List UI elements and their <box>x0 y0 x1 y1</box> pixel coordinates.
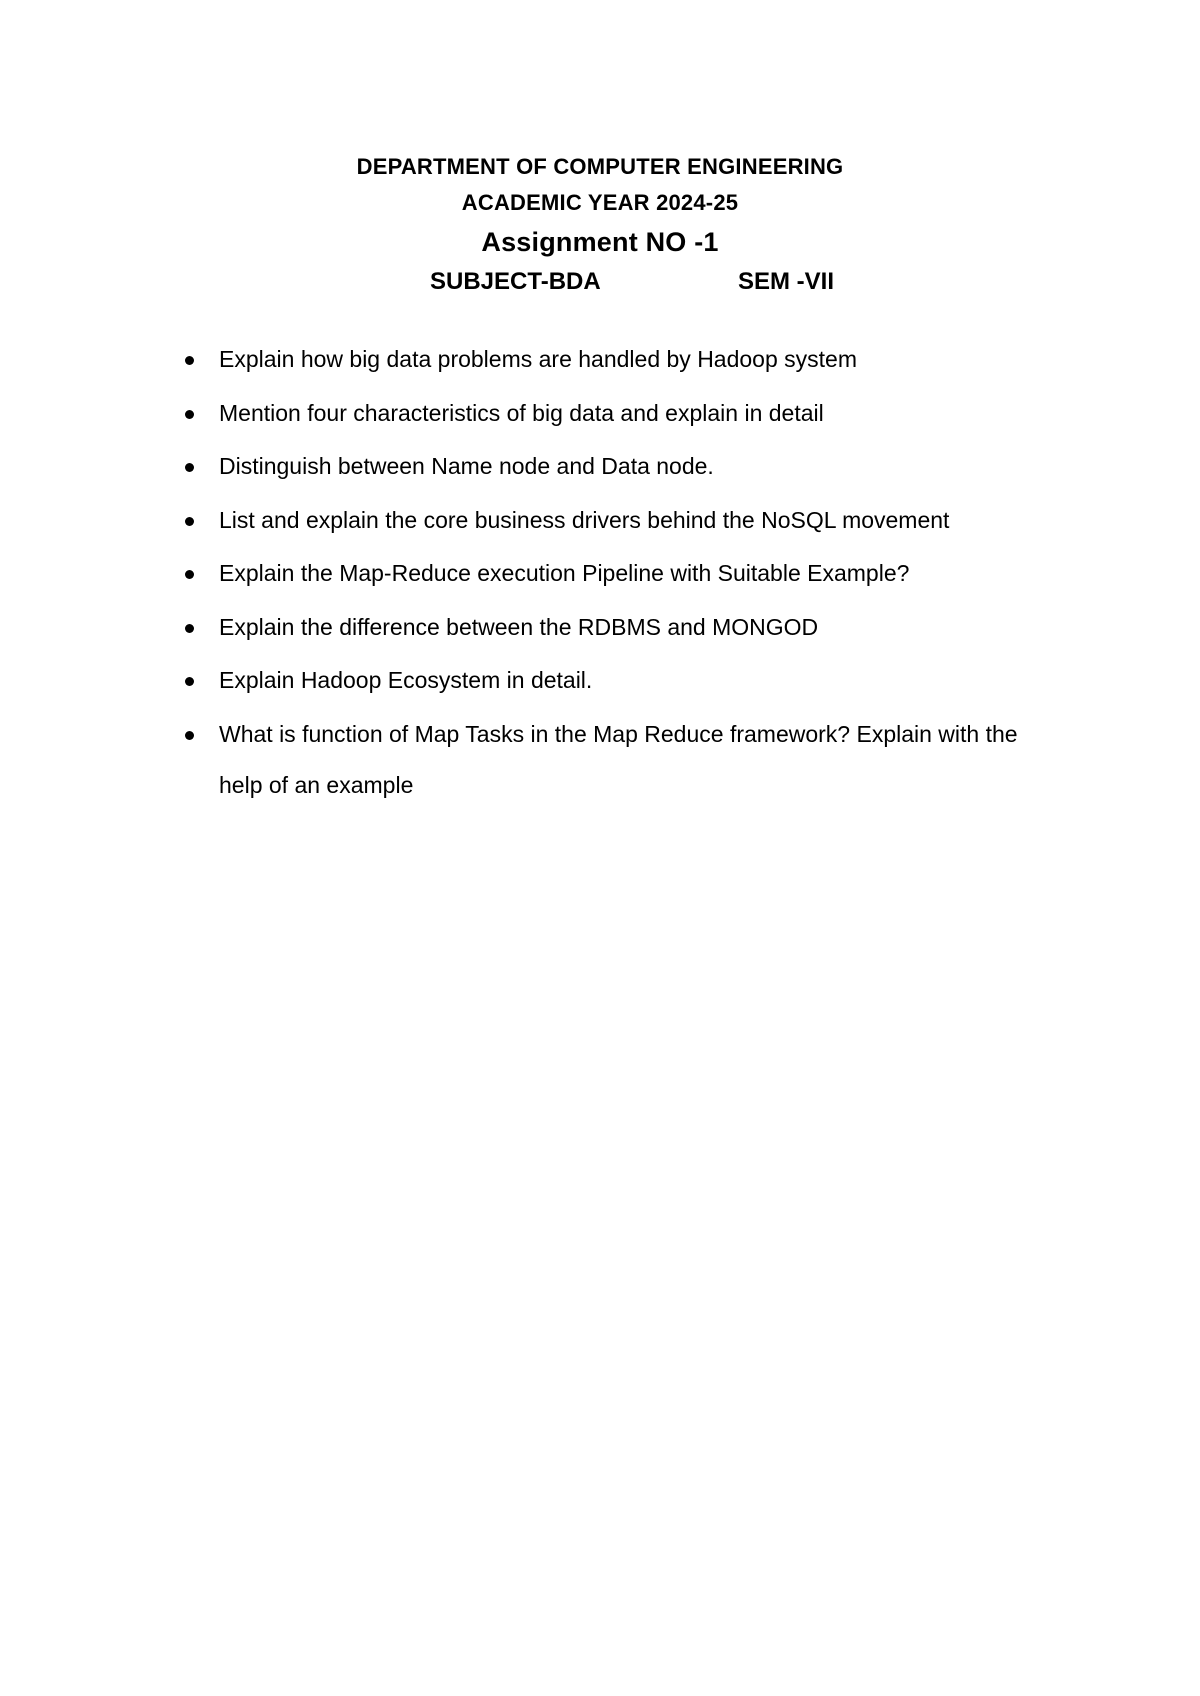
question-text: List and explain the core business drivers behind the NoSQL movement <box>219 506 950 533</box>
bullet-icon <box>185 410 194 419</box>
bullet-icon <box>185 570 194 579</box>
question-text: What is function of Map Tasks in the Map Reduce framework? Explain with the help of an example <box>219 720 1018 798</box>
department-title: DEPARTMENT OF COMPUTER ENGINEERING <box>356 154 844 179</box>
academic-year: ACADEMIC YEAR 2024-25 <box>461 190 739 215</box>
bullet-icon <box>185 731 194 740</box>
bullet-icon <box>185 356 194 365</box>
list-item <box>0 602 1200 656</box>
bullet-icon <box>185 463 194 472</box>
list-item <box>0 655 1200 709</box>
subject-label: SUBJECT-BDA <box>430 268 601 295</box>
question-text: Explain the Map-Reduce execution Pipeline with Suitable Example? <box>219 560 910 586</box>
question-text: Distinguish between Name node and Data node. <box>219 453 714 479</box>
list-item <box>0 334 1200 388</box>
question-text: Mention four characteristics of big data and explain in detail <box>219 399 824 426</box>
question-list <box>0 334 1200 811</box>
bullet-icon <box>185 624 194 633</box>
list-item <box>0 495 1200 549</box>
list-item <box>0 548 1200 602</box>
bullet-icon <box>185 517 194 526</box>
list-item <box>0 388 1200 442</box>
bullet-icon <box>185 677 194 686</box>
assignment-title: Assignment NO -1 <box>481 227 719 257</box>
subject-semester-row <box>0 262 1200 302</box>
question-text: Explain Hadoop Ecosystem in detail. <box>219 667 593 693</box>
question-text: Explain how big data problems are handled by Hadoop system <box>219 346 857 372</box>
list-item <box>0 441 1200 495</box>
list-item <box>0 709 1200 811</box>
question-text: Explain the difference between the RDBMS and MONGOD <box>219 613 819 640</box>
semester-label: SEM -VII <box>738 268 835 295</box>
document-header <box>0 150 1200 302</box>
